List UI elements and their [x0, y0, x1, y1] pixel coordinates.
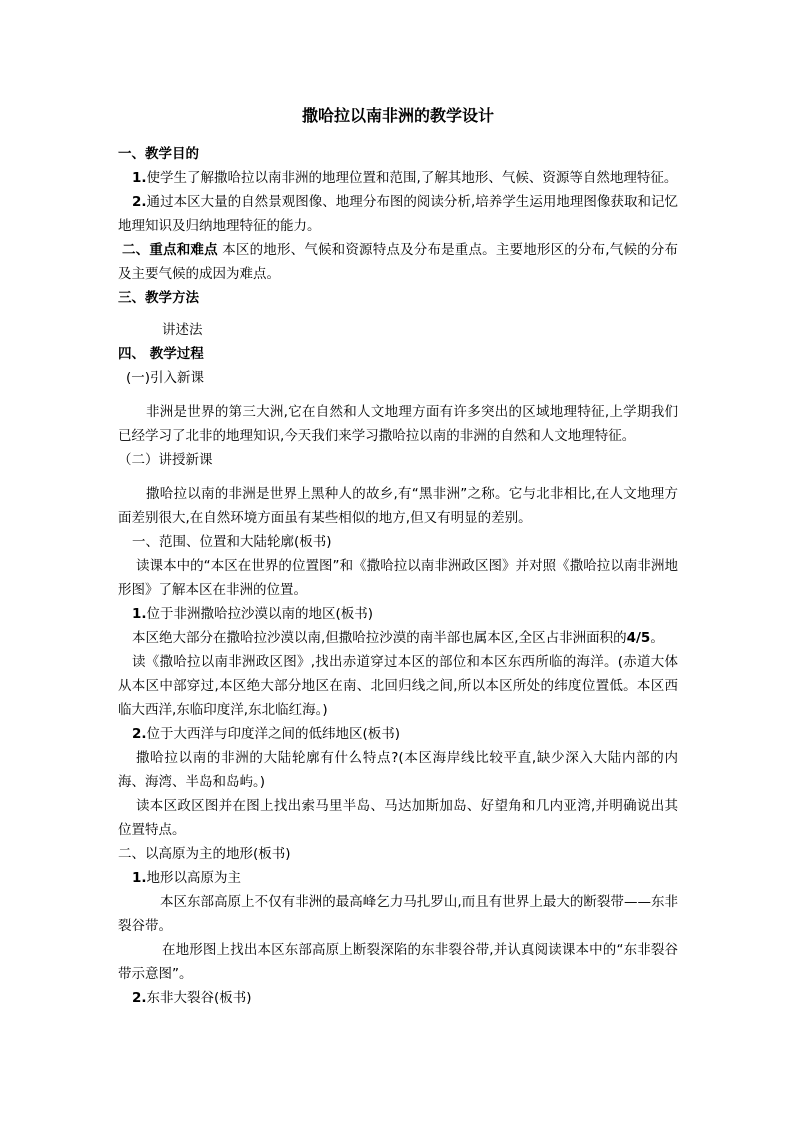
objective-1 [118, 166, 678, 190]
subsection-2-point-1-text: 本区东部高原上不仅有非洲的最高峰乞力马扎罗山,而且有世界上最大的断裂带——东非裂谷带。 [118, 894, 678, 934]
subsection-1-point-1-text [118, 626, 678, 650]
key-points-text: 本区的地形、气候和资源特点及分布是重点。主要地形区的分布,气候的分布及主要气候的成因为难点。 [118, 242, 678, 282]
subsection-1-point-1-text-2: 读《撒哈拉以南非洲政区图》,找出赤道穿过本区的部位和本区东西所临的海洋。(赤道大体从本区中部穿过,本区绝大部分地区在南、北回归线之间,所以本区所处的纬度位置低。本区西临大西洋,东临印度洋,东北临红海。) [118, 654, 678, 718]
document-title: 撒哈拉以南非洲的教学设计 [301, 106, 494, 125]
part-2-title: （二）讲授新课 [118, 452, 213, 468]
point-title: 地形以高原为主 [146, 870, 242, 886]
document-body [118, 104, 678, 1010]
key-points-paragraph [118, 238, 678, 286]
subsection-1-text: 读课本中的“本区在世界的位置图”和《撒哈拉以南非洲政区图》并对照《撒哈拉以南非洲地形图》了解本区在非洲的位置。 [118, 558, 678, 598]
point-number: 2. [132, 990, 147, 1006]
section-heading-key-points: 二、重点和难点 [122, 242, 218, 258]
subsection-2-title: 二、以高原为主的地形(板书) [118, 846, 291, 862]
point-title: 位于大西洋与印度洋之间的低纬地区(板书) [146, 726, 401, 742]
objective-1-number: 1. [132, 170, 147, 186]
part-2-text: 撒哈拉以南的非洲是世界上黑种人的故乡,有“黑非洲”之称。它与北非相比,在人文地理方面差别很大,在自然环境方面虽有某些相似的地方,但又有明显的差别。 [118, 486, 678, 526]
teaching-method: 讲述法 [162, 322, 203, 338]
section-heading-objectives: 一、教学目的 [118, 146, 199, 162]
part-1-title: (一)引入新课 [126, 370, 205, 386]
section-heading-methods: 三、教学方法 [118, 290, 199, 306]
point-text-a: 本区绝大部分在撒哈拉沙漠以南,但撒哈拉沙漠的南半部也属本区,全区占非洲面积的 [132, 630, 627, 646]
subsection-1-point-2-title [118, 722, 678, 746]
point-number: 1. [132, 870, 147, 886]
section-heading-process: 四、 教学过程 [118, 346, 204, 362]
subsection-1-point-2-text: 撒哈拉以南的非洲的大陆轮廓有什么特点?(本区海岸线比较平直,缺少深入大陆内部的内海、海湾、半岛和岛屿。) [118, 750, 678, 790]
point-number: 2. [132, 726, 147, 742]
part-1-text: 非洲是世界的第三大洲,它在自然和人文地理方面有许多突出的区域地理特征,上学期我们已经学习了北非的地理知识,今天我们来学习撒哈拉以南的非洲的自然和人文地理特征。 [118, 404, 678, 444]
subsection-1-title: 一、范围、位置和大陆轮廓(板书) [132, 534, 332, 550]
point-number: 1. [132, 606, 147, 622]
subsection-2-point-1-text-2: 在地形图上找出本区东部高原上断裂深陷的东非裂谷带,并认真阅读课本中的“东非裂谷带示意图”。 [118, 942, 678, 982]
point-title: 东非大裂谷(板书) [146, 990, 252, 1006]
objective-2 [118, 190, 678, 238]
objective-2-text: 通过本区大量的自然景观图像、地理分布图的阅读分析,培养学生运用地理图像获取和记忆地理知识及归纳地理特征的能力。 [118, 194, 678, 234]
subsection-1-point-2-text-2: 读本区政区图并在图上找出索马里半岛、马达加斯加岛、好望角和几内亚湾,并明确说出其位置特点。 [118, 798, 678, 838]
objective-1-text: 使学生了解撒哈拉以南非洲的地理位置和范围,了解其地形、气候、资源等自然地理特征。 [146, 170, 678, 186]
subsection-2-point-1-title [118, 866, 678, 890]
point-text-b: 。 [650, 630, 664, 646]
area-fraction: 4/5 [626, 630, 651, 646]
objective-2-number: 2. [132, 194, 147, 210]
point-title: 位于非洲撒哈拉沙漠以南的地区(板书) [146, 606, 374, 622]
subsection-1-point-1-title [118, 602, 678, 626]
subsection-2-point-2-title [118, 986, 678, 1010]
